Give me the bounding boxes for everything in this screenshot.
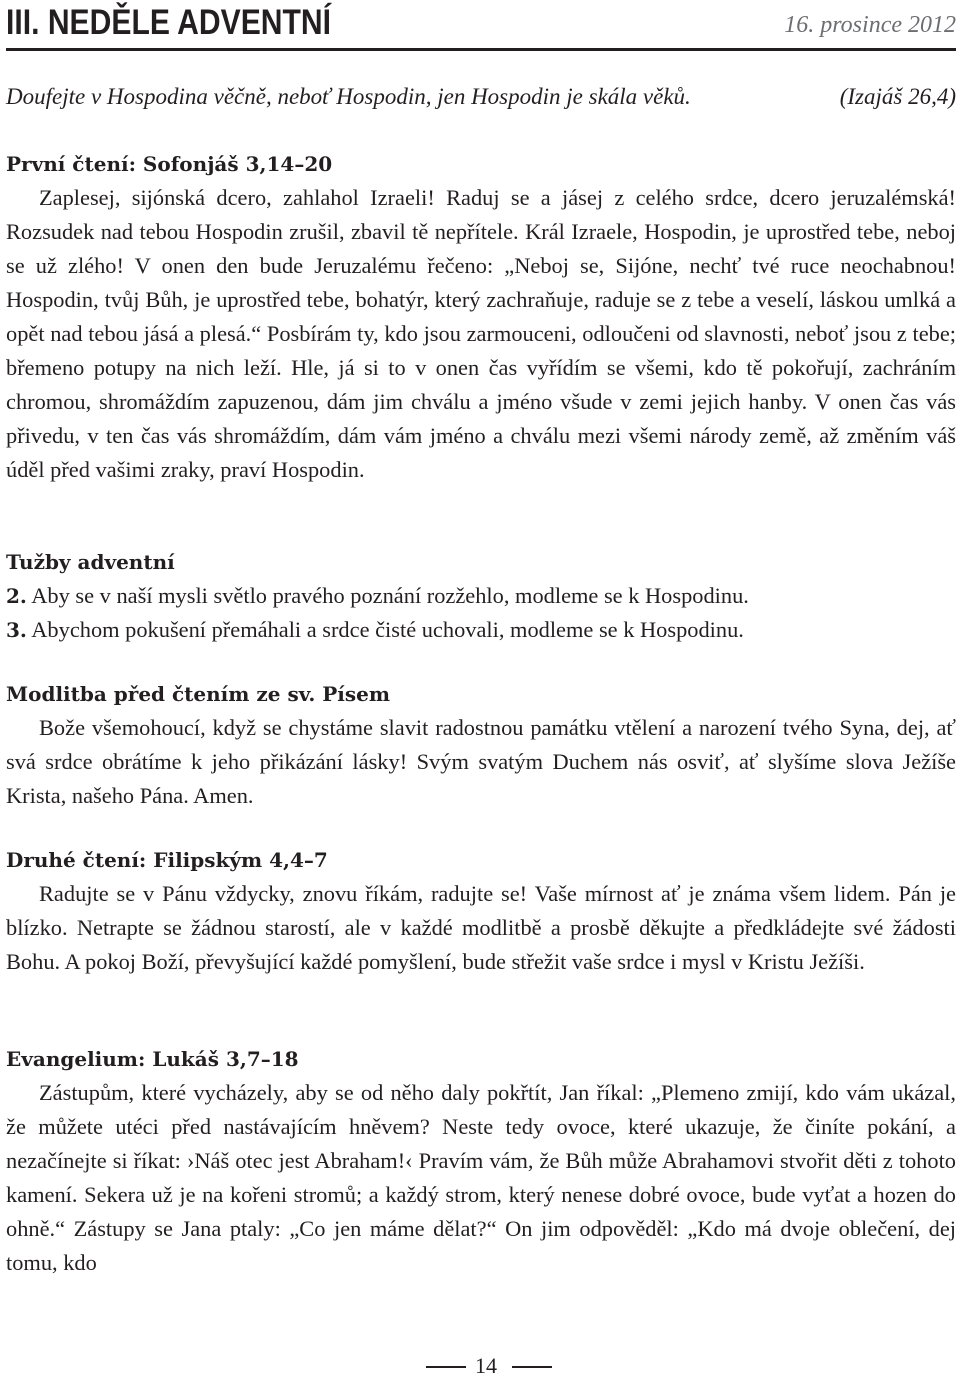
first-reading-section [6, 147, 956, 487]
first-reading-heading: První čtení: Sofonjáš 3,14–20 [6, 152, 333, 176]
petition-text: Abychom pokušení přemáhali a srdce čisté uchovali, modleme se k Hospodinu. [31, 617, 744, 642]
header-date: 16. prosince 2012 [784, 12, 956, 38]
petition-number: 2. [6, 584, 27, 608]
page-header [6, 0, 956, 51]
second-reading-section [6, 843, 956, 979]
prayer-paragraph: Bože všemohoucí, když se chystáme slavit radostnou památku vtělení a narození tvého Syna, dej, ať svá srdce obrátíme k jeho přikázání lásky! Svým svatým Duchem nás osviť, ať slyšíme slova Ježíše Krista, našeho Pána. Amen. [6, 715, 956, 808]
gospel-text [6, 1076, 956, 1280]
petition-text: Aby se v naší mysli světlo pravého poznání rozžehlo, modleme se k Hospodinu. [31, 583, 749, 608]
second-reading-heading: Druhé čtení: Filipským 4,4–7 [6, 848, 328, 872]
prayer-text [6, 711, 956, 813]
first-reading-paragraph: Zaplesej, sijónská dcero, zahlahol Izraeli! Raduj se a jásej z celého srdce, dcero jeruzalémská! Rozsudek nad tebou Hospodin zrušil, zbavil tě nepřítele. Král Izraele, Hospodin, je uprostřed tebe, neboj se už zlého! V onen den bude Jeruzalému řečeno: „Neboj se, Sijóne, nechť tvé ruce neochabnou! Hospodin, tvůj Bůh, je uprostřed tebe, bohatýr, který zachraňuje, raduje se z tebe a veselí, láskou umlká a opět nad tebou jásá a plesá.“ Posbírám ty, kdo jsou zarmouceni, odloučeni od slavnosti, neboť jsou z tebe; břemeno potupy na nich leží. Hle, já si to v onen čas vyřídím se všemi, kdo tě pokořují, zachráním chromou, shromáždím zapuzenou, dám jim chválu a jméno všude v zemi jejich hanby. V onen čas vás přivedu, v ten čas vás shromáždím, dám vám jméno a chválu mezi všemi národy země, až změním váš úděl před vašimi zraky, praví Hospodin. [6, 185, 956, 482]
page-number: 14 [475, 1353, 497, 1378]
second-reading-text [6, 877, 956, 979]
petition-item [6, 613, 956, 647]
gospel-heading: Evangelium: Lukáš 3,7–18 [6, 1047, 299, 1071]
motto-text: Doufejte v Hospodina věčně, neboť Hospodin, jen Hospodin je skála věků. [6, 84, 691, 109]
second-reading-paragraph: Radujte se v Pánu vždycky, znovu říkám, radujte se! Vaše mírnost ať je známa všem lidem. Pán je blízko. Netrapte se žádnou starostí, ale v každé modlitbě a prosbě děkujte a předkládejte své žádosti Bohu. A pokoj Boží, převyšující každé pomyšlení, bude střežit vaše srdce i mysl v Kristu Ježíši. [6, 881, 956, 974]
motto-reference: (Izajáš 26,4) [839, 84, 956, 109]
prayer-heading: Modlitba před čtením ze sv. Písem [6, 682, 391, 706]
petition-number: 3. [6, 618, 27, 642]
gospel-section [6, 1042, 956, 1280]
gospel-paragraph: Zástupům, které vycházely, aby se od něho daly pokřtít, Jan říkal: „Plemeno zmijí, kdo vám ukázal, že můžete utéci před nastávajícím hněvem? Neste tedy ovoce, které ukazuje, že činíte pokání, a nezačínejte si říkat: ›Náš otec jest Abraham!‹ Pravím vám, že Bůh může Abrahamovi stvořit děti z tohoto kamení. Sekera už je na kořeni stromů; a každý strom, který nenese dobré ovoce, bude vyťat a hozen do ohně.“ Zástupy se Jana ptaly: „Co jen máme dělat?“ On jim odpověděl: „Kdo má dvoje oblečení, dej tomu, kdo [6, 1080, 956, 1275]
petition-item [6, 579, 956, 613]
prayer-section [6, 677, 956, 813]
page-title: III. NEDĚLE ADVENTNÍ [6, 3, 332, 42]
advent-wishes-section [6, 545, 956, 647]
page-footer [6, 1350, 956, 1380]
footer-dash-left [426, 1366, 466, 1368]
advent-wishes-heading: Tužby adventní [6, 550, 175, 574]
first-reading-text [6, 181, 956, 487]
footer-dash-right [512, 1366, 552, 1368]
motto [6, 82, 956, 112]
